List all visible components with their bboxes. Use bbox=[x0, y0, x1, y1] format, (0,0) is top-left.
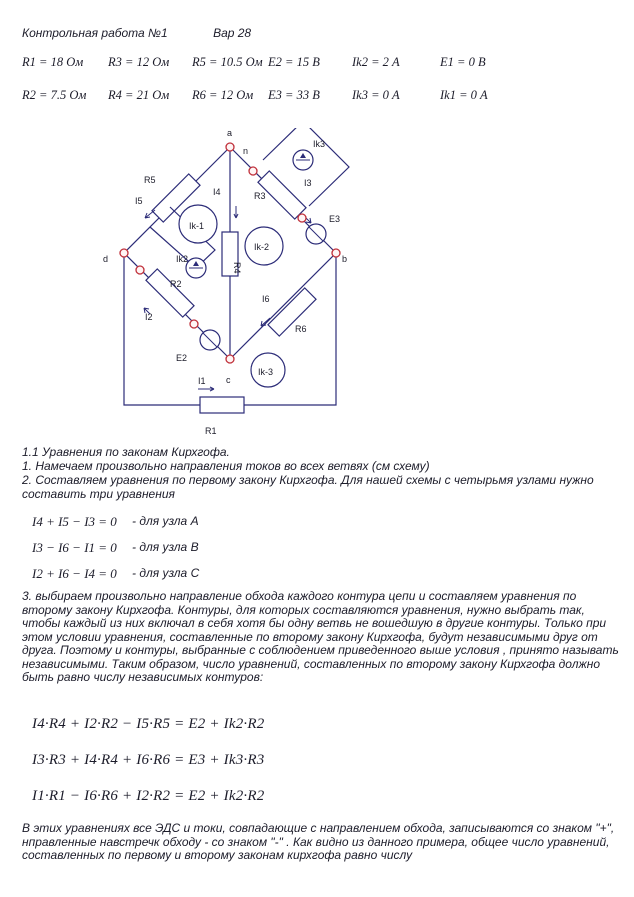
section-heading: 1.1 Уравнения по законам Кирхгофа. bbox=[22, 445, 230, 459]
param-E1: E1 = 0 В bbox=[440, 55, 486, 69]
label-r2: R2 bbox=[170, 279, 182, 289]
label-r5: R5 bbox=[144, 175, 156, 185]
label-node-a: a bbox=[227, 128, 233, 138]
label-e3: E3 bbox=[329, 214, 341, 224]
kvl-equation: I4·R4 + I2·R2 − I5·R5 = E2 + Ik2·R2 bbox=[32, 716, 265, 732]
kcl-equation bbox=[32, 540, 199, 556]
param-Ik1: Ik1 = 0 А bbox=[440, 88, 488, 102]
header-variant: Вар 28 bbox=[213, 26, 252, 40]
circuit-diagram bbox=[100, 128, 360, 440]
param-Ik2: Ik2 = 2 А bbox=[352, 55, 400, 69]
label-i1: I1 bbox=[198, 376, 206, 386]
label-ik2: Ik2 bbox=[176, 254, 189, 264]
kcl-note: - для узла В bbox=[132, 540, 199, 554]
label-ik3: Ik3 bbox=[313, 139, 326, 149]
label-node-b: b bbox=[342, 254, 348, 264]
label-i3: I3 bbox=[304, 178, 312, 188]
label-r6: R6 bbox=[295, 324, 307, 334]
param-R5: R5 = 10.5 Ом bbox=[192, 55, 263, 69]
parameters-row-1 bbox=[22, 55, 520, 70]
param-E2: E2 = 15 В bbox=[268, 55, 320, 69]
label-r1: R1 bbox=[205, 426, 217, 436]
parameters-row-2 bbox=[22, 88, 520, 103]
label-i5: I5 bbox=[135, 196, 143, 206]
param-R3: R3 = 12 Ом bbox=[108, 55, 170, 69]
kvl-equation: I1·R1 − I6·R6 + I2·R2 = E2 + Ik2·R2 bbox=[32, 788, 265, 804]
resistor-r6 bbox=[268, 288, 316, 336]
param-Ik3: Ik3 = 0 А bbox=[352, 88, 400, 102]
param-E3: E3 = 33 В bbox=[268, 88, 320, 102]
label-r3: R3 bbox=[254, 191, 266, 201]
kvl-equation: I3·R3 + I4·R4 + I6·R6 = E3 + Ik3·R3 bbox=[32, 752, 265, 768]
label-loop-2: Ik-2 bbox=[254, 242, 270, 252]
kcl-equation bbox=[32, 566, 200, 582]
kcl-formula: I4 + I5 − I3 = 0 bbox=[32, 514, 117, 529]
emf-source-e2 bbox=[200, 330, 220, 350]
param-R6: R6 = 12 Ом bbox=[192, 88, 254, 102]
header-title: Контрольная работа №1 bbox=[22, 26, 168, 40]
kcl-formula: I3 − I6 − I1 = 0 bbox=[32, 540, 117, 555]
kcl-note: - для узла С bbox=[132, 566, 200, 580]
step-1-text: 1. Намечаем произвольно направления токов во всех ветвях (см схему) bbox=[22, 459, 430, 473]
label-node-d: d bbox=[103, 254, 109, 264]
kcl-note: - для узла А bbox=[132, 514, 199, 528]
label-loop-3: Ik-3 bbox=[258, 367, 274, 377]
kcl-equation bbox=[32, 514, 199, 530]
label-i2: I2 bbox=[145, 312, 153, 322]
label-e2: E2 bbox=[176, 353, 188, 363]
param-R2: R2 = 7.5 Ом bbox=[22, 88, 87, 102]
param-R1: R1 = 18 Ом bbox=[22, 55, 84, 69]
kcl-formula: I2 + I6 − I4 = 0 bbox=[32, 566, 117, 581]
label-node-n: n bbox=[243, 146, 249, 156]
label-node-c: c bbox=[226, 375, 231, 385]
label-i6: I6 bbox=[262, 294, 270, 304]
header bbox=[22, 26, 251, 40]
param-R4: R4 = 21 Ом bbox=[108, 88, 170, 102]
label-r4: R4 bbox=[232, 262, 242, 274]
label-loop-1: Ik-1 bbox=[189, 221, 205, 231]
label-i4: I4 bbox=[213, 187, 221, 197]
resistor-r2 bbox=[146, 269, 194, 317]
emf-source-e3 bbox=[306, 224, 326, 244]
step-3-paragraph: 3. выбираем произвольно направление обхода каждого контура цепи и составляем уравнения по второму закону Кирхгофа. Контуры, для которых составляются уравнения, нужно выбрать так, чтобы каждый из них включал в себя хотя бы одну ветвь не вошедшую в другие контуры. Только при этом условии уравнения, составленные по второму закону Кирхгофа, будут независимыми друг от друга. Поэтому и контуры, выбранные с соблюдением приведенного выше условия , принято называть независимыми. Таким образом, число уравнений, составленных по второму закону Кирхгофа должно быть равно числу независимых контуров: bbox=[22, 589, 619, 684]
resistor-r1 bbox=[200, 397, 244, 413]
conclusion-paragraph: В этих уравнениях все ЭДС и токи, совпадающие с направлением обхода, записываются со знаком "+", нправленные навстречк обходу - со знаком "-" . Как видно из данного примера, общее число уравнений, составленных по первому и второму законам кирхгофа равно числу bbox=[22, 821, 615, 862]
step-2-text: 2. Составляем уравнения по первому закону Кирхгофа. Для нашей схемы с четырьмя узлами нужно составить три уравнения bbox=[22, 473, 594, 501]
